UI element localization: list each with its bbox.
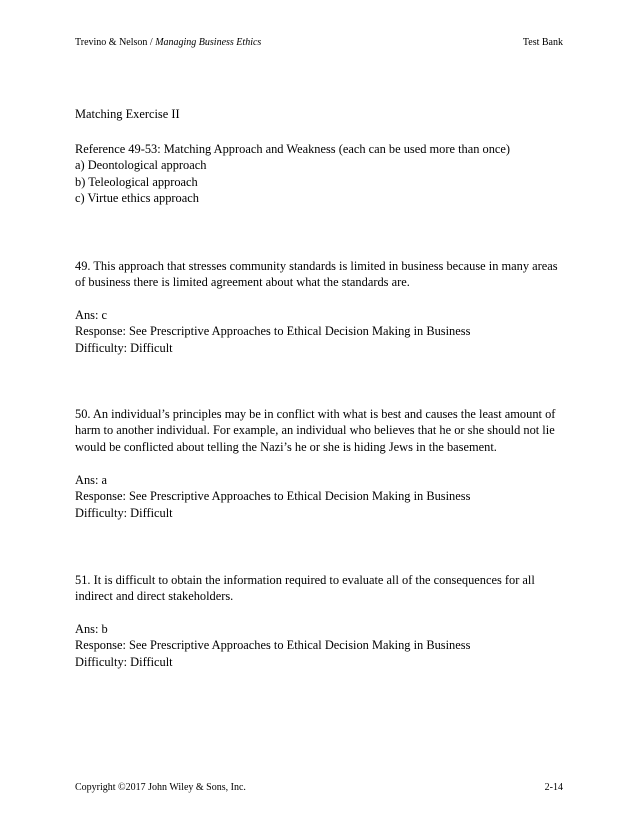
question-text-line: 51. It is difficult to obtain the information required to evaluate all of the consequences for all: [75, 573, 535, 587]
answer-block-50: [75, 472, 570, 521]
page-header: [75, 37, 563, 49]
response: Response: See Prescriptive Approaches to Ethical Decision Making in Business: [75, 489, 471, 504]
answer: Ans: c: [75, 308, 108, 322]
question-text-line: 49. This approach that stresses community standards is limited in business because in many areas: [75, 259, 558, 273]
difficulty: Difficulty: Difficult: [75, 505, 173, 520]
question-text-line: harm to another individual. For example, an individual who believes that he or she should not lie: [75, 423, 555, 438]
question-50: [75, 406, 570, 455]
reference-option: b) Teleological approach: [75, 174, 198, 189]
response: Response: See Prescriptive Approaches to Ethical Decision Making in Business: [75, 638, 471, 653]
page-footer: [75, 782, 563, 794]
header-right: Test Bank: [522, 37, 563, 48]
answer: Ans: a: [75, 473, 108, 487]
header-left: [75, 37, 261, 49]
question-text-line: would be conflicted about telling the Nazi’s he or she is hiding Jews in the basement.: [75, 439, 497, 454]
response: Response: See Prescriptive Approaches to Ethical Decision Making in Business: [75, 324, 471, 339]
section-title-block: [75, 106, 570, 122]
difficulty: Difficulty: Difficult: [75, 654, 173, 669]
reference-intro: Reference 49-53: Matching Approach and Weakness (each can be used more than once): [75, 142, 511, 156]
question-49: [75, 258, 570, 291]
difficulty: Difficulty: Difficult: [75, 340, 173, 355]
question-51: [75, 572, 570, 605]
footer-copyright: Copyright ©2017 John Wiley & Sons, Inc.: [75, 782, 246, 793]
question-text-line: 50. An individual’s principles may be in conflict with what is best and causes the least amount of: [75, 407, 556, 421]
reference-option: c) Virtue ethics approach: [75, 190, 199, 205]
question-text-line: of business there is limited agreement about what the standards are.: [75, 275, 410, 290]
answer-block-49: [75, 307, 570, 356]
footer-page-number: 2-14: [544, 782, 563, 793]
header-authors: Trevino & Nelson /: [75, 37, 153, 48]
answer-block-51: [75, 621, 570, 670]
answer: Ans: b: [75, 622, 108, 636]
reference-block: [75, 141, 570, 206]
reference-option: a) Deontological approach: [75, 158, 207, 173]
section-title: Matching Exercise II: [75, 107, 180, 121]
header-book-title: Managing Business Ethics: [155, 37, 262, 48]
question-text-line: indirect and direct stakeholders.: [75, 589, 234, 604]
